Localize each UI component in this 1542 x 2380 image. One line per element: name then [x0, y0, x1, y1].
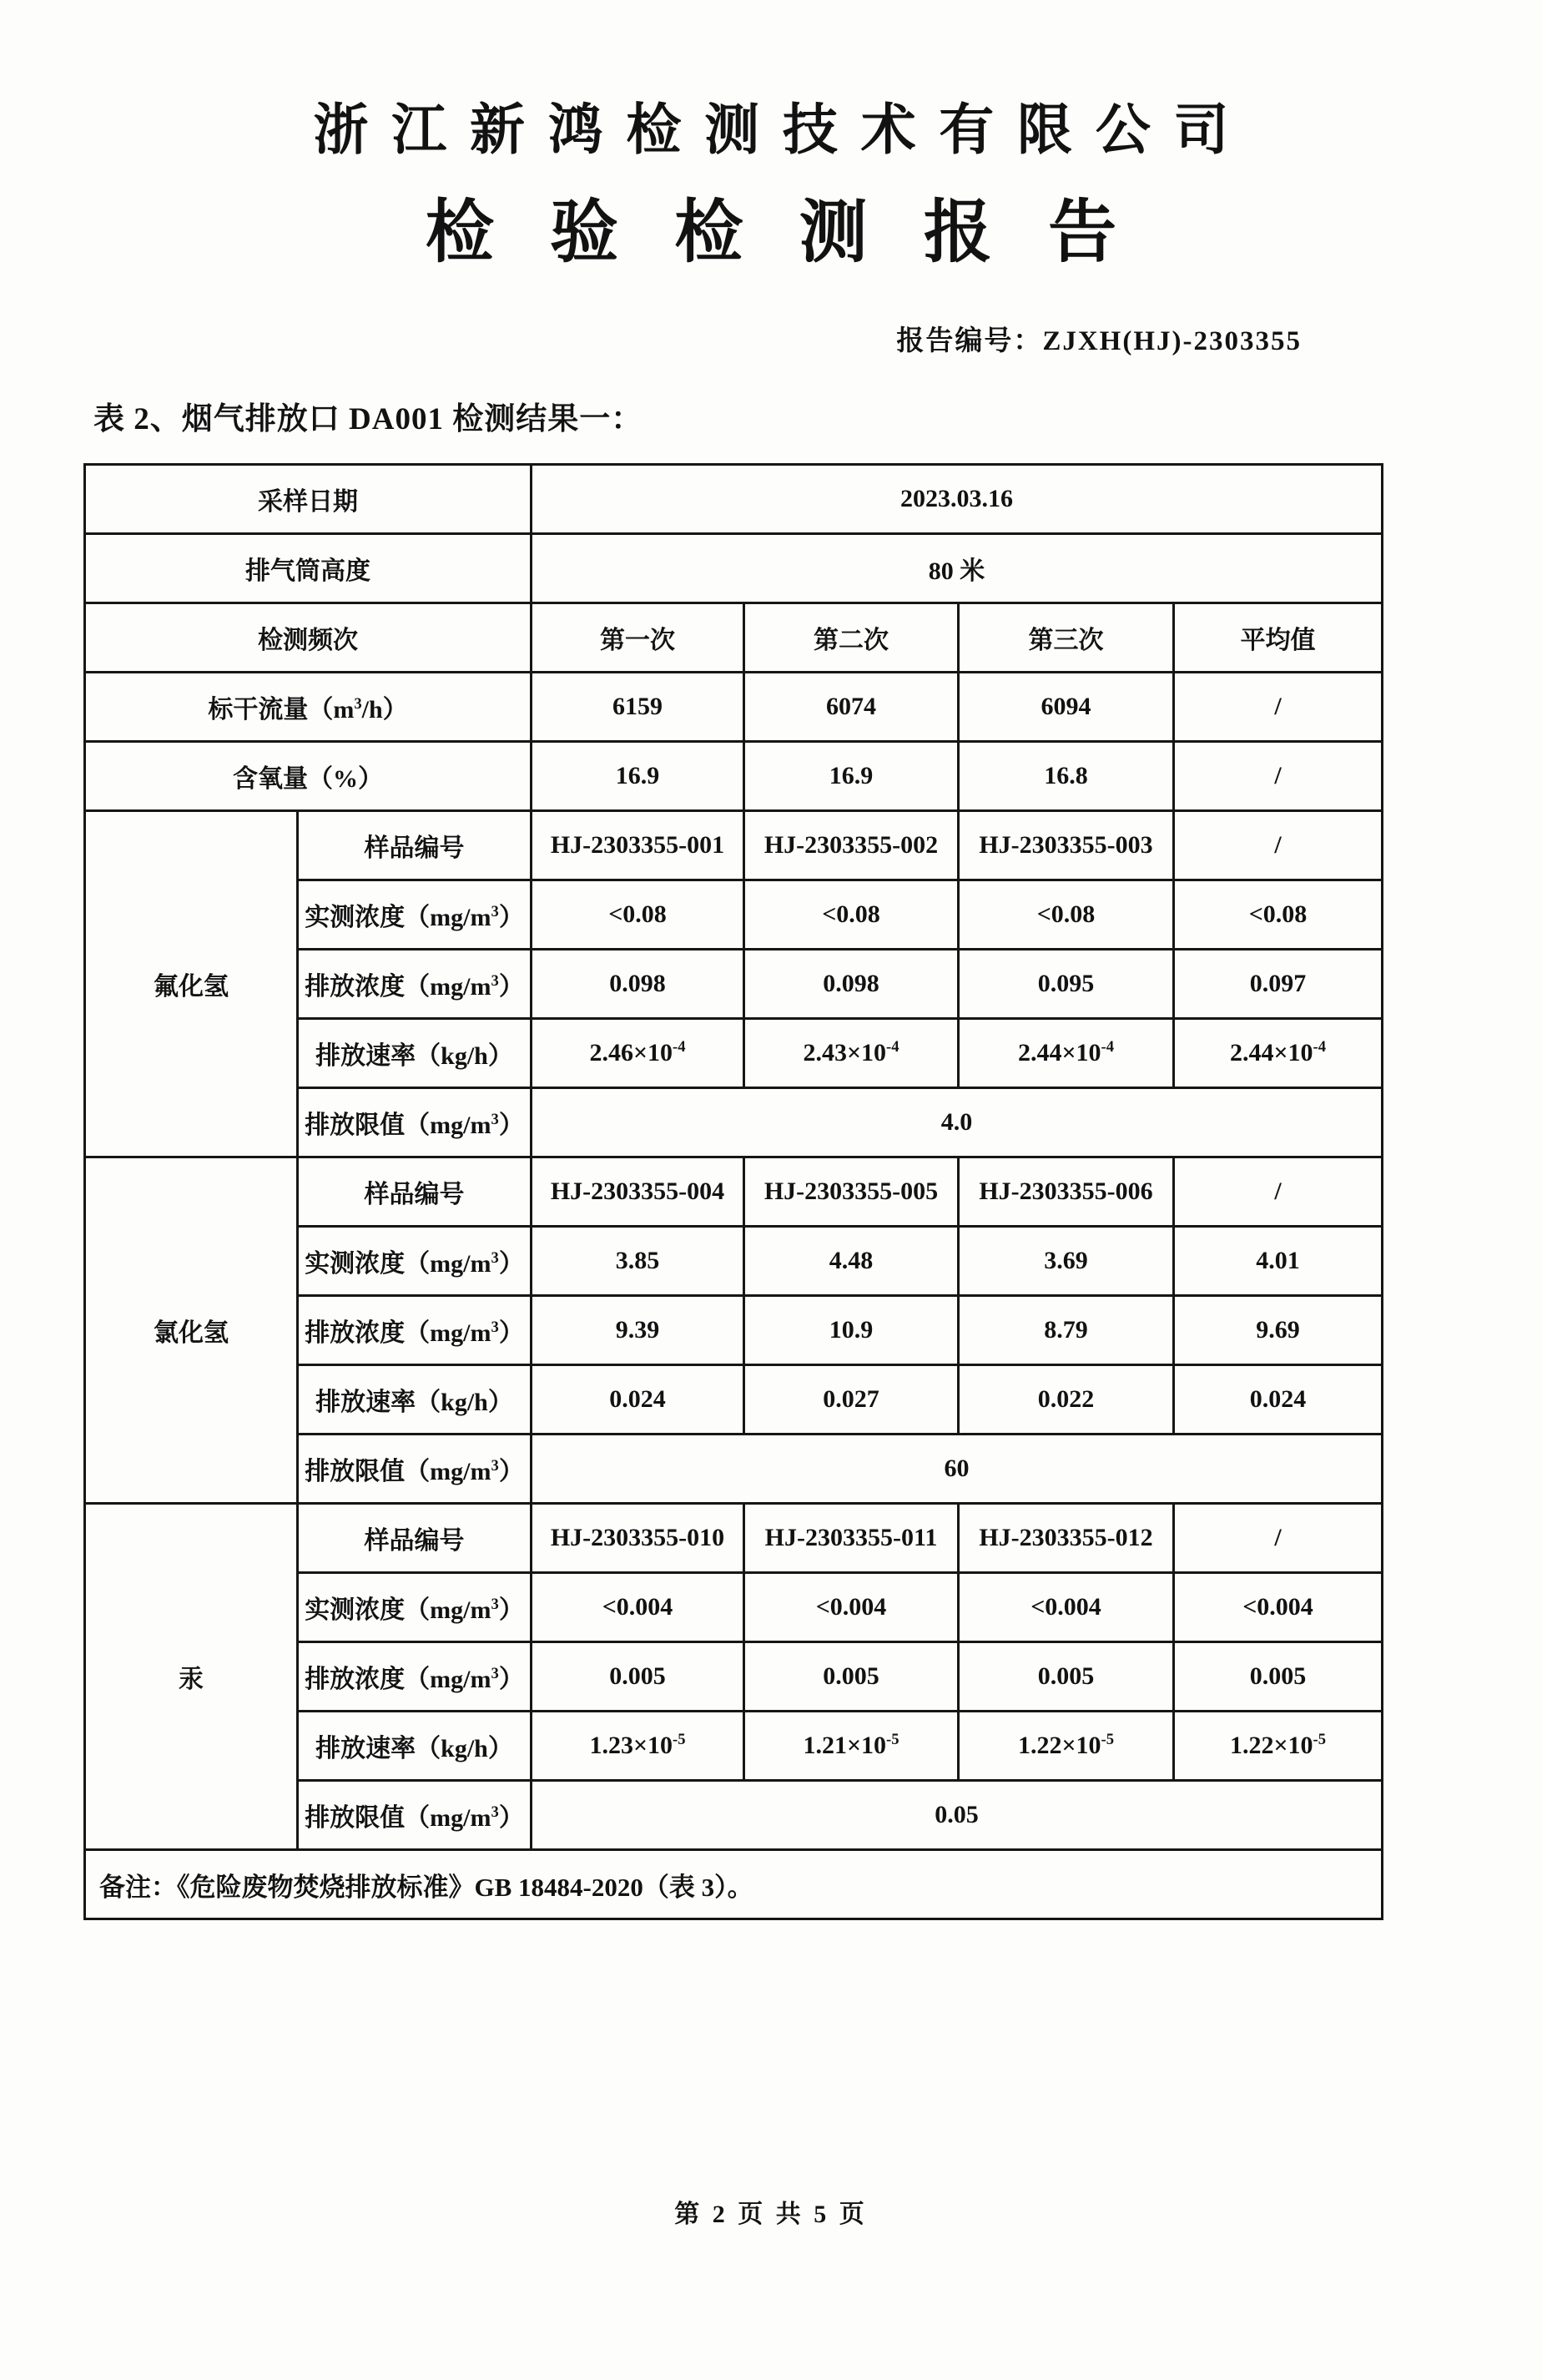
table-row [85, 742, 1383, 811]
table-caption: 表 2、烟气排放口 DA001 检测结果一： [93, 402, 643, 436]
param-label-cell: 含氧量（%） [85, 742, 532, 811]
param-label-cell: 样品编号 [298, 1157, 532, 1227]
value-cell: HJ-2303355-011 [744, 1504, 959, 1573]
results-table [83, 463, 1383, 1920]
note-cell: 备注：《危险废物焚烧排放标准》GB 18484-2020（表 3）。 [85, 1850, 1383, 1919]
value-cell: 0.005 [532, 1642, 744, 1712]
table-row [85, 465, 1383, 534]
value-cell: / [1174, 673, 1383, 742]
value-cell: 6074 [744, 673, 959, 742]
value-cell: <0.08 [532, 880, 744, 950]
value-cell: $2.46\times 10^{-4}$ [532, 1019, 744, 1088]
column-header-cell: 平均值 [1174, 603, 1383, 673]
value-cell: 0.005 [959, 1642, 1174, 1712]
param-label-cell: 排放速率（kg/h） [298, 1019, 532, 1088]
group-label-cell: 氯化氢 [85, 1157, 298, 1504]
param-label-cell: 排放浓度$(mg/m^3)$ [298, 950, 532, 1019]
value-cell: / [1174, 1504, 1383, 1573]
value-cell: 9.69 [1174, 1296, 1383, 1365]
info-label-cell: 排气筒高度 [85, 534, 532, 603]
limit-value-cell: 4.0 [532, 1088, 1383, 1157]
column-header-cell: 第一次 [532, 603, 744, 673]
value-cell: 0.005 [1174, 1642, 1383, 1712]
value-cell: $1.23\times 10^{-5}$ [532, 1712, 744, 1781]
value-cell: HJ-2303355-012 [959, 1504, 1174, 1573]
value-cell: 4.01 [1174, 1227, 1383, 1296]
value-cell: HJ-2303355-002 [744, 811, 959, 880]
limit-label-cell: 排放限值$(mg/m^3)$ [298, 1435, 532, 1504]
info-label-cell: 采样日期 [85, 465, 532, 534]
value-cell: 8.79 [959, 1296, 1174, 1365]
value-cell: 0.022 [959, 1365, 1174, 1435]
value-cell: / [1174, 742, 1383, 811]
table-row [85, 1850, 1383, 1919]
company-name: 浙江新鸿检测技术有限公司 [313, 100, 1252, 161]
value-cell: 0.098 [744, 950, 959, 1019]
info-value-cell: 80 米 [532, 534, 1383, 603]
value-cell: $1.22\times 10^{-5}$ [1174, 1712, 1383, 1781]
limit-value-cell: 0.05 [532, 1781, 1383, 1850]
report-number [0, 319, 1542, 358]
limit-label-cell: 排放限值$(mg/m^3)$ [298, 1088, 532, 1157]
value-cell: 6159 [532, 673, 744, 742]
value-cell: 16.9 [532, 742, 744, 811]
value-cell: $2.44\times 10^{-4}$ [1174, 1019, 1383, 1088]
report-number-value: ZJXH(HJ)-2303355 [1042, 326, 1302, 356]
value-cell: 10.9 [744, 1296, 959, 1365]
header-label-cell: 检测频次 [85, 603, 532, 673]
param-label-cell: 标干流量$(m^3/h)$ [85, 673, 532, 742]
value-cell: 9.39 [532, 1296, 744, 1365]
value-cell: / [1174, 1157, 1383, 1227]
value-cell: 3.69 [959, 1227, 1174, 1296]
value-cell: HJ-2303355-003 [959, 811, 1174, 880]
param-label-cell: 实测浓度$(mg/m^3)$ [298, 1227, 532, 1296]
value-cell: 0.027 [744, 1365, 959, 1435]
param-label-cell: 排放速率（kg/h） [298, 1365, 532, 1435]
param-label-cell: 实测浓度$(mg/m^3)$ [298, 880, 532, 950]
group-label-cell: 汞 [85, 1504, 298, 1850]
value-cell: <0.08 [1174, 880, 1383, 950]
value-cell: 0.005 [744, 1642, 959, 1712]
table-row [85, 534, 1383, 603]
column-header-cell: 第二次 [744, 603, 959, 673]
page-footer: 第 2 页 共 5 页 [674, 2201, 868, 2228]
table-row [85, 673, 1383, 742]
value-cell: $1.22\times 10^{-5}$ [959, 1712, 1174, 1781]
value-cell: $1.21\times 10^{-5}$ [744, 1712, 959, 1781]
param-label-cell: 排放浓度$(mg/m^3)$ [298, 1296, 532, 1365]
value-cell: 4.48 [744, 1227, 959, 1296]
value-cell: <0.004 [1174, 1573, 1383, 1642]
value-cell: <0.004 [959, 1573, 1174, 1642]
table-row [85, 1504, 1383, 1573]
value-cell: HJ-2303355-010 [532, 1504, 744, 1573]
report-number-label: 报告编号： [896, 326, 1043, 356]
param-label-cell: 实测浓度$(mg/m^3)$ [298, 1573, 532, 1642]
value-cell: / [1174, 811, 1383, 880]
value-cell: 0.024 [1174, 1365, 1383, 1435]
param-label-cell: 排放浓度$(mg/m^3)$ [298, 1642, 532, 1712]
table-row [85, 603, 1383, 673]
value-cell: HJ-2303355-004 [532, 1157, 744, 1227]
value-cell: <0.08 [959, 880, 1174, 950]
value-cell: 16.9 [744, 742, 959, 811]
value-cell: 6094 [959, 673, 1174, 742]
value-cell: 3.85 [532, 1227, 744, 1296]
param-label-cell: 样品编号 [298, 811, 532, 880]
column-header-cell: 第三次 [959, 603, 1174, 673]
table-row [85, 1157, 1383, 1227]
value-cell: HJ-2303355-006 [959, 1157, 1174, 1227]
limit-value-cell: 60 [532, 1435, 1383, 1504]
value-cell: HJ-2303355-001 [532, 811, 744, 880]
value-cell: 0.098 [532, 950, 744, 1019]
value-cell: HJ-2303355-005 [744, 1157, 959, 1227]
value-cell: 0.097 [1174, 950, 1383, 1019]
value-cell: <0.004 [744, 1573, 959, 1642]
report-title: 检验检测报告 [425, 194, 1173, 270]
value-cell: <0.004 [532, 1573, 744, 1642]
value-cell: $2.43\times 10^{-4}$ [744, 1019, 959, 1088]
value-cell: <0.08 [744, 880, 959, 950]
group-label-cell: 氟化氢 [85, 811, 298, 1157]
value-cell: 16.8 [959, 742, 1174, 811]
info-value-cell: 2023.03.16 [532, 465, 1383, 534]
value-cell: 0.024 [532, 1365, 744, 1435]
table-row [85, 811, 1383, 880]
param-label-cell: 样品编号 [298, 1504, 532, 1573]
value-cell: $2.44\times 10^{-4}$ [959, 1019, 1174, 1088]
param-label-cell: 排放速率（kg/h） [298, 1712, 532, 1781]
limit-label-cell: 排放限值$(mg/m^3)$ [298, 1781, 532, 1850]
value-cell: 0.095 [959, 950, 1174, 1019]
